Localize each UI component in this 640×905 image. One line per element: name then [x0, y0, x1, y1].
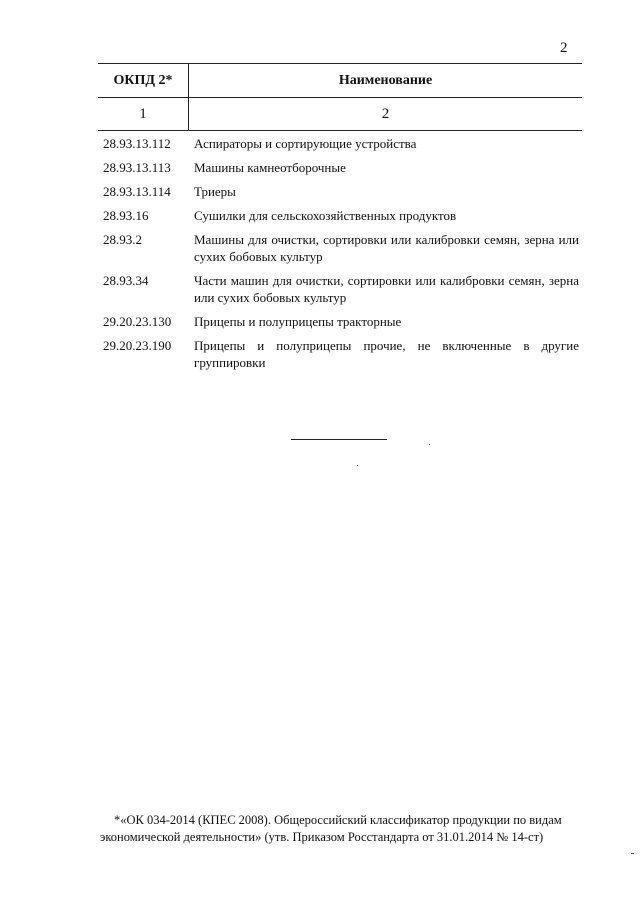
row-code: 28.93.13.112: [103, 136, 171, 151]
scan-speck: [429, 444, 430, 445]
row-code: 28.93.34: [103, 273, 149, 288]
table-row: [103, 135, 579, 152]
table-row: [103, 337, 579, 371]
table-row: [103, 159, 579, 176]
row-name: Триеры: [194, 184, 236, 199]
row-name: Машины камнеотборочные: [194, 160, 346, 175]
row-name: Машины для очистки, сортировки или калибровки семян, зерна или сухих бобовых культур: [194, 232, 579, 264]
row-name: Аспираторы и сортирующие устройства: [194, 136, 417, 151]
header-name-column: Наименование: [338, 72, 433, 88]
row-code: 28.93.13.113: [103, 160, 171, 175]
row-name: Сушилки для сельскохозяйственных продуктов: [194, 208, 457, 223]
page-number: 2: [560, 40, 568, 56]
row-code: 28.93.13.114: [103, 184, 171, 199]
end-of-table-divider: [291, 439, 387, 440]
table-row: [103, 231, 579, 265]
classification-table: [98, 63, 582, 131]
column-numbers-row: [98, 98, 582, 131]
footnote-line-1: *«ОК 034-2014 (КПЕС 2008). Общероссийский классификатор продукции по видам: [114, 813, 562, 827]
footnote-line-2: экономической деятельности» (утв. Приказом Росстандарта от 31.01.2014 № 14-ст): [100, 830, 544, 844]
table-header: [98, 63, 582, 98]
header-code-column: ОКПД 2*: [98, 64, 189, 97]
table-row: [103, 313, 579, 330]
table-row: [103, 183, 579, 200]
row-name: Прицепы и полуприцепы тракторные: [194, 314, 402, 329]
footnote: [100, 812, 580, 846]
row-code: 28.93.2: [103, 232, 142, 247]
table-row: [103, 272, 579, 306]
column-number-1: 1: [98, 98, 189, 130]
table-row: [103, 207, 579, 224]
scan-speck: [357, 465, 358, 466]
row-name: Прицепы и полуприцепы прочие, не включенные в другие группировки: [194, 338, 579, 370]
column-number-2: 2: [381, 105, 390, 122]
row-code: 29.20.23.130: [103, 314, 172, 329]
row-name: Части машин для очистки, сортировки или калибровки семян, зерна или сухих бобовых культур: [194, 273, 579, 305]
row-code: 28.93.16: [103, 208, 149, 223]
scan-speck: [631, 853, 634, 854]
table-body: [103, 135, 579, 378]
row-code: 29.20.23.190: [103, 338, 172, 353]
